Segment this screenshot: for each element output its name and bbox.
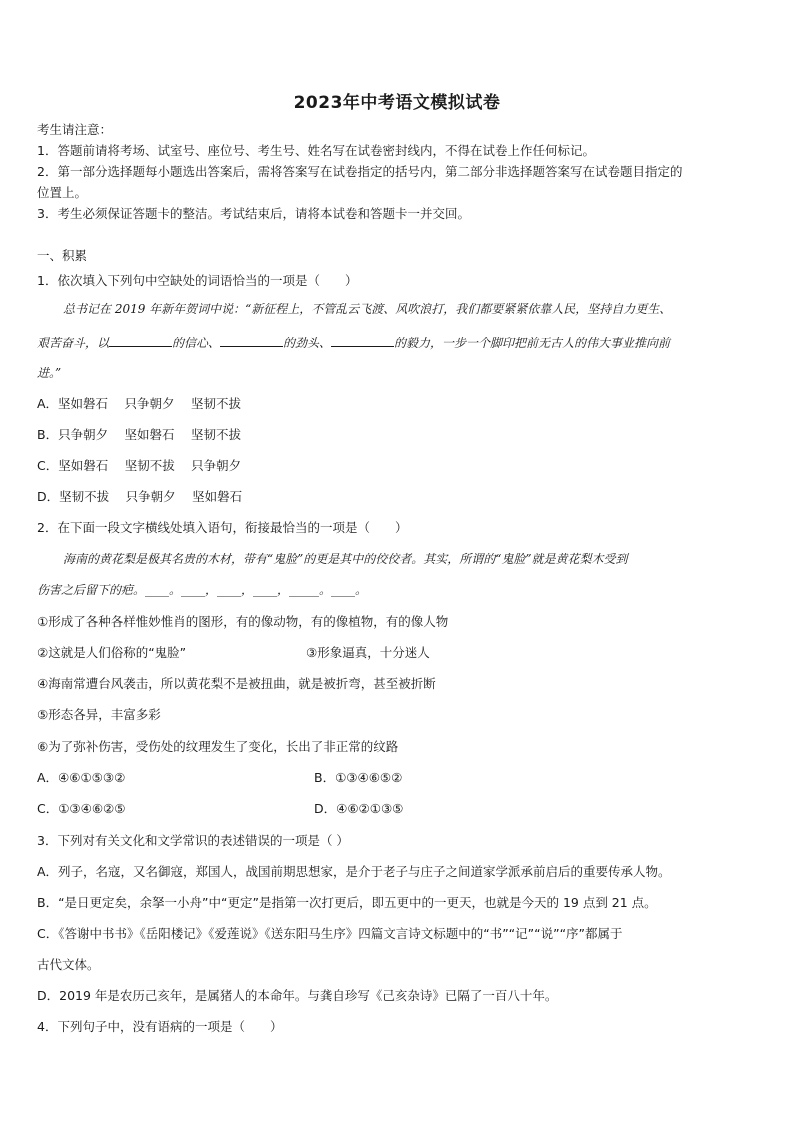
notice-item-3: 3．考生必须保证答题卡的整洁。考试结束后，请将本试卷和答题卡一并交回。 bbox=[37, 206, 470, 221]
q2-passage-line2: 伤害之后留下的疤。____。____，____，____，_____。____。 bbox=[37, 583, 368, 597]
q1-blank-1[interactable] bbox=[109, 334, 172, 347]
notice-item-2: 2．第一部分选择题每小题选出答案后，需将答案写在试卷指定的括号内，第二部分非选择题答案写在试卷题目指定的 bbox=[37, 164, 683, 179]
q2-sentence-5: ⑤形态各异，丰富多彩 bbox=[37, 707, 161, 722]
q1-option-c[interactable]: C．坚如磐石 坚韧不拔 只争朝夕 bbox=[37, 458, 242, 473]
q1-passage-line2 bbox=[37, 334, 670, 351]
notice-item-1: 1．答题前请将考场、试室号、座位号、考生号、姓名写在试卷密封线内，不得在试卷上作任何标记。 bbox=[37, 143, 595, 158]
q3-stem: 3．下列对有关文化和文学常识的表述错误的一项是（ ） bbox=[37, 833, 349, 848]
q1-stem: 1．依次填入下列句中空缺处的词语恰当的一项是（ ） bbox=[37, 273, 358, 288]
q1-passage-part-b: 的信心、 bbox=[172, 336, 221, 350]
q3-option-d[interactable]: D．2019 年是农历己亥年，是属猪人的本命年。与龚自珍写《己亥杂诗》已隔了一百八十年。 bbox=[37, 988, 558, 1003]
q1-passage-part-c: 的劲头、 bbox=[283, 336, 332, 350]
q1-blank-2[interactable] bbox=[220, 334, 283, 347]
notice-heading: 考生请注意： bbox=[37, 122, 113, 137]
q2-stem: 2．在下面一段文字横线处填入语句，衔接最恰当的一项是（ ） bbox=[37, 520, 408, 535]
q2-option-b[interactable]: B．①③④⑥⑤② bbox=[314, 770, 403, 785]
q1-passage-part-a: 艰苦奋斗，以 bbox=[37, 336, 110, 350]
q2-sentence-4: ④海南常遭台风袭击，所以黄花梨不是被扭曲，就是被折弯，甚至被折断 bbox=[37, 676, 436, 691]
q2-sentence-1: ①形成了各种各样惟妙惟肖的图形，有的像动物，有的像植物，有的像人物 bbox=[37, 614, 449, 629]
q2-option-d[interactable]: D．④⑥②①③⑤ bbox=[314, 801, 404, 816]
q3-option-a[interactable]: A．列子，名寇，又名御寇，郑国人，战国前期思想家，是介于老子与庄子之间道家学派承前启后的重要传承人物。 bbox=[37, 864, 671, 879]
q1-option-d[interactable]: D．坚韧不拔 只争朝夕 坚如磐石 bbox=[37, 489, 243, 504]
q2-sentence-6: ⑥为了弥补伤害，受伤处的纹理发生了变化，长出了非正常的纹路 bbox=[37, 739, 399, 754]
q1-passage-line1: 总书记在 2019 年新年贺词中说：“新征程上，不管乱云飞渡、风吹浪打，我们都要紧紧依靠人民，坚持自力更生、 bbox=[63, 302, 672, 316]
q2-sentence-3: ③形象逼真，十分迷人 bbox=[306, 645, 430, 660]
q2-passage-line1: 海南的黄花梨是极其名贵的木材，带有“鬼脸”的更是其中的佼佼者。其实，所谓的“鬼脸”就是黄花梨木受到 bbox=[63, 552, 628, 566]
q3-option-c[interactable]: C．《答谢中书书》《岳阳楼记》《爱莲说》《送东阳马生序》四篇文言诗文标题中的“书”“记”“说”“序”都属于 bbox=[37, 926, 623, 941]
q1-passage-line3: 进。” bbox=[37, 366, 62, 380]
q1-blank-3[interactable] bbox=[331, 334, 394, 347]
page-title: 2023年中考语文模拟试卷 bbox=[293, 93, 501, 113]
q4-stem: 4．下列句子中，没有语病的一项是（ ） bbox=[37, 1019, 283, 1034]
section-heading: 一、积累 bbox=[37, 248, 88, 263]
q2-option-a[interactable]: A．④⑥①⑤③② bbox=[37, 770, 126, 785]
q2-sentence-2: ②这就是人们俗称的“鬼脸” bbox=[37, 645, 187, 660]
q3-option-c-cont: 古代文体。 bbox=[37, 957, 100, 972]
q2-option-c[interactable]: C．①③④⑥②⑤ bbox=[37, 801, 126, 816]
q3-option-b[interactable]: B．“是日更定矣，余拏一小舟”中“更定”是指第一次打更后，即五更中的一更天，也就是今天的 19 点到 21 点。 bbox=[37, 895, 657, 910]
notice-item-2-cont: 位置上。 bbox=[37, 185, 88, 200]
q1-option-a[interactable]: A．坚如磐石 只争朝夕 坚韧不拔 bbox=[37, 396, 241, 411]
q1-option-b[interactable]: B．只争朝夕 坚如磐石 坚韧不拔 bbox=[37, 427, 242, 442]
q1-passage-part-d: 的毅力，一步一个脚印把前无古人的伟大事业推向前 bbox=[394, 336, 671, 350]
